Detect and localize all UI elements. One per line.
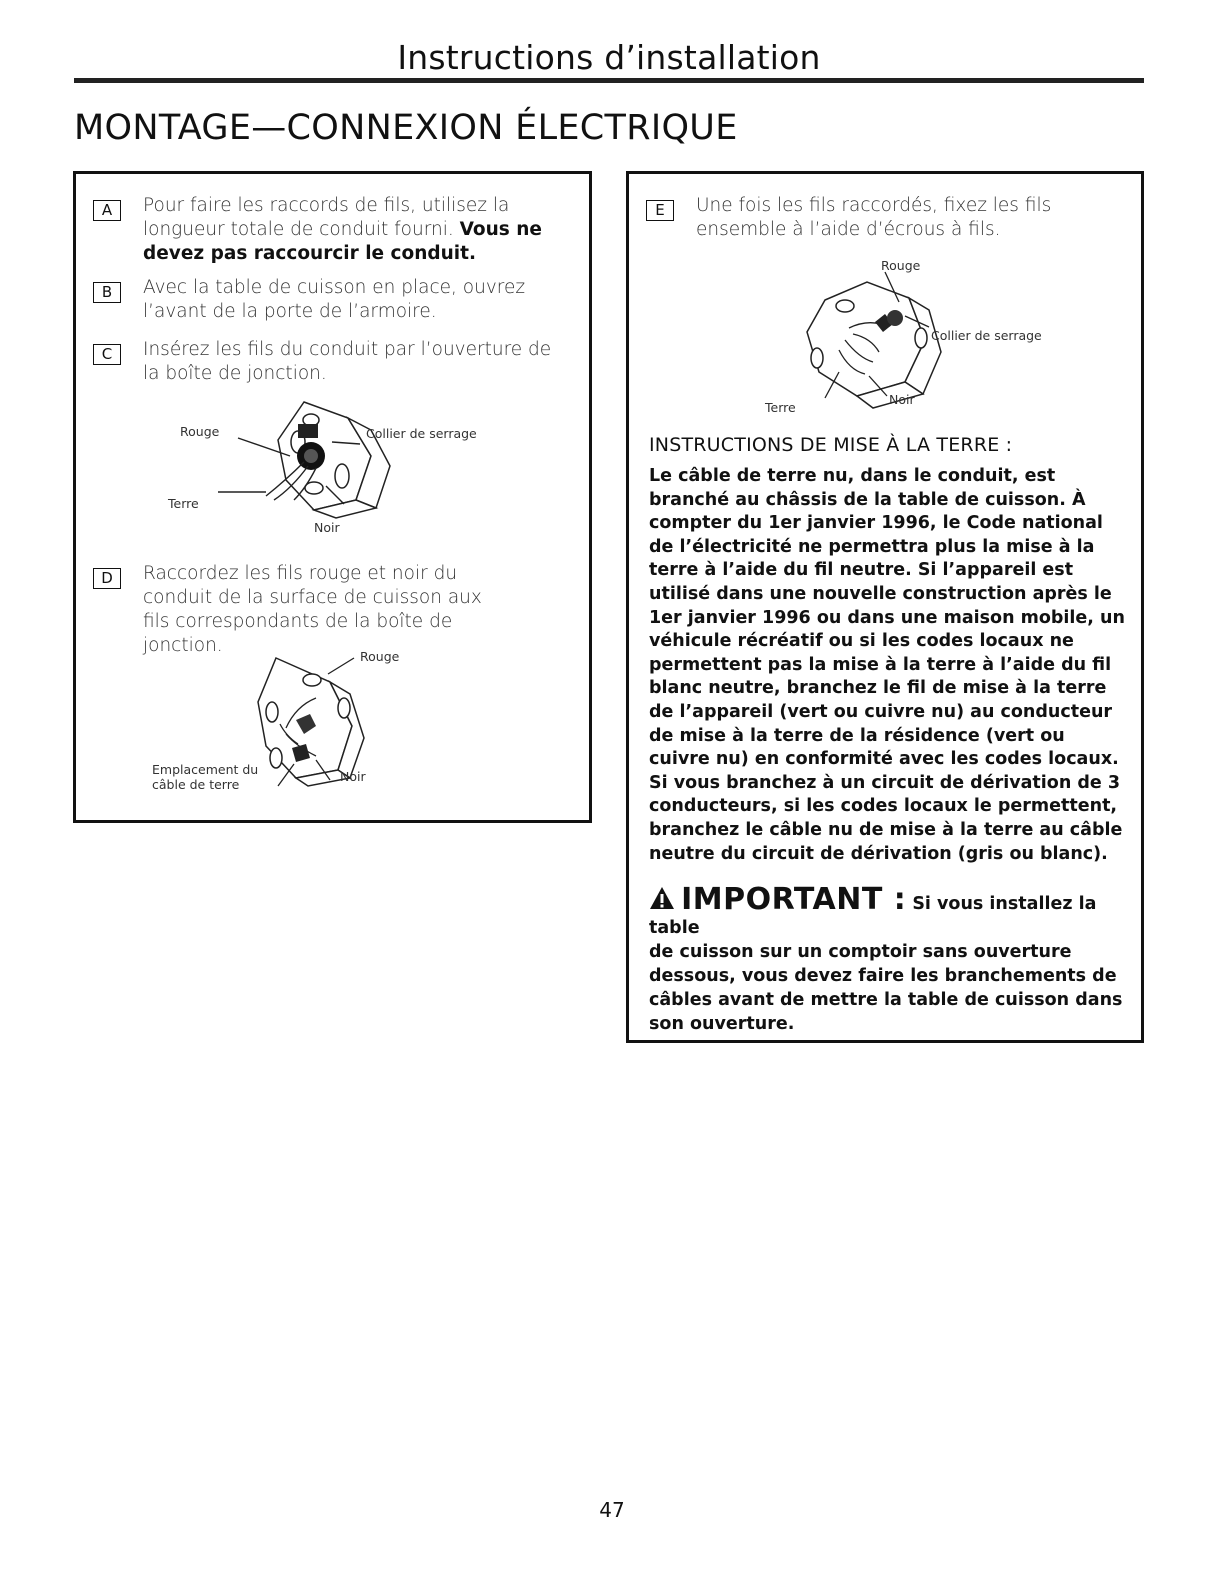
diagram-2-label-emplacement-2: câble de terre <box>152 777 240 792</box>
page-header-title: Instructions d’installation <box>397 38 821 77</box>
step-d-marker: D <box>93 568 121 589</box>
step-c-text: Insérez les fils du conduit par l’ouverture de la boîte de jonction. <box>143 339 552 384</box>
diagram-1-label-noir: Noir <box>314 520 340 535</box>
diagram-2-label-noir: Noir <box>340 769 366 784</box>
junction-box-diagram-wire-nuts <box>749 254 1069 419</box>
page-number: 47 <box>599 1498 625 1522</box>
step-b-marker: B <box>93 282 121 303</box>
diagram-1-label-terre: Terre <box>168 496 199 511</box>
step-a-bold: Vous ne devez pas raccourcir le conduit. <box>143 219 542 264</box>
important-label: IMPORTANT : <box>681 882 907 917</box>
left-instructions-box <box>73 171 592 823</box>
diagram-3-label-collier: Collier de serrage <box>931 328 1042 343</box>
important-line-2: de cuisson sur un comptoir sans ouverture <box>649 942 1072 962</box>
diagram-3-label-terre: Terre <box>765 400 796 415</box>
section-title: MONTAGE—CONNEXION ÉLECTRIQUE <box>74 108 738 148</box>
grounding-title: INSTRUCTIONS DE MISE À LA TERRE : <box>649 434 1013 456</box>
diagram-1-label-collier: Collier de serrage <box>366 426 477 441</box>
grounding-body: Le câble de terre nu, dans le conduit, est branché au châssis de la table de cuisson. À compter du 1er janvier 1996, le Code national de l’électricité ne permettra plus la mise à la terre à l’aide du fil neutre. Si l’appareil est utilisé dans une nouvelle construction après le 1er janvier 1996 ou dans une maison mobile, un véhicule récréatif ou si les codes locaux ne permettent pas la mise à la terre à l’aide du fil blanc neutre, branchez le fil de mise à la terre de l’appareil (vert ou cuivre nu) au conducteur de mise à la terre de la résidence (vert ou cuivre nu) en conformité avec les codes locaux. Si vous branchez à un circuit de dérivation de 3 conducteurs, si les codes locaux le permettent, branchez le câble nu de mise à la terre au câble neutre du circuit de dérivation (gris ou blanc). <box>649 466 1125 864</box>
right-instructions-box <box>626 171 1144 1043</box>
step-d-text: Raccordez les fils rouge et noir du conduit de la surface de cuisson aux fils correspondants de la boîte de jonction. <box>143 563 482 656</box>
step-a-text <box>143 194 563 266</box>
diagram-3-label-rouge: Rouge <box>881 258 921 273</box>
step-c-marker: C <box>93 344 121 365</box>
diagram-2-label-rouge: Rouge <box>360 649 400 664</box>
important-notice <box>649 882 1129 1036</box>
diagram-1-label-rouge: Rouge <box>180 424 220 439</box>
step-e-text: Une fois les fils raccordés, fixez les fils ensemble à l’aide d’écrous à fils. <box>696 195 1052 240</box>
diagram-3-label-noir: Noir <box>889 392 915 407</box>
junction-box-diagram-conduit <box>166 396 526 546</box>
important-line-3: dessous, vous devez faire les branchements de <box>649 966 1117 986</box>
step-b-text: Avec la table de cuisson en place, ouvrez l’avant de la porte de l’armoire. <box>143 277 526 322</box>
important-line-1: Si vous installez la table <box>649 894 1097 938</box>
step-a-marker: A <box>93 200 121 221</box>
step-e-marker: E <box>646 200 674 221</box>
diagram-2-label-emplacement-1: Emplacement du <box>152 762 259 777</box>
junction-box-diagram-wires <box>146 646 466 796</box>
header-rule <box>74 78 1144 83</box>
important-line-5: son ouverture. <box>649 1014 795 1034</box>
step-a-body: Pour faire les raccords de fils, utilisez la longueur totale de conduit fourni. <box>143 195 510 240</box>
important-line-4: câbles avant de mettre la table de cuisson dans <box>649 990 1123 1010</box>
important-first-line <box>649 882 1129 940</box>
warning-triangle-icon <box>649 886 675 910</box>
